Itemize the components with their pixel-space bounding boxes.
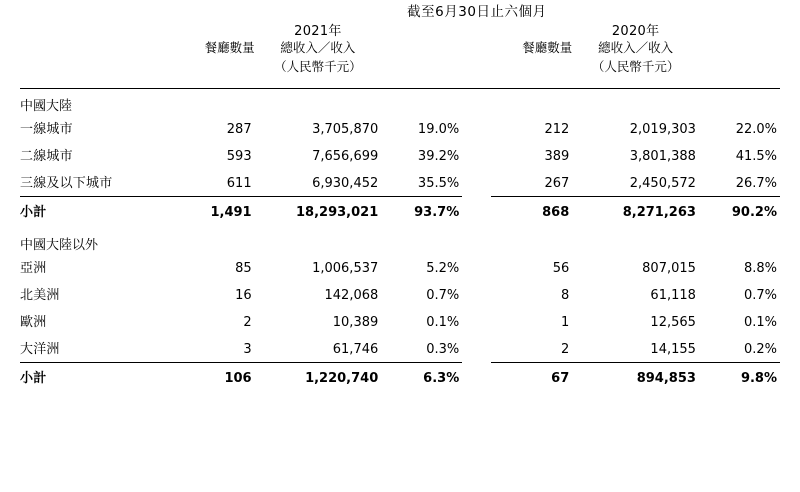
row-revenue-2020: 2,019,303 [629,121,696,137]
year-2021-header: 2021年 [294,24,342,39]
row-restaurants-2020: 56 [552,260,570,276]
table-row [20,168,780,197]
total-restaurants-2021: 1,491 [210,204,252,220]
row-percent-2020: 0.1% [743,314,777,330]
row-revenue-2020: 807,015 [642,260,696,276]
row-percent-2021: 39.2% [417,148,460,164]
year-header-row [20,20,780,39]
header-restaurants-2021: 餐廳數量 [204,40,255,55]
row-restaurants-2020: 8 [560,287,570,303]
row-revenue-2020: 3,801,388 [629,148,696,164]
total-percent-2021: 93.7% [414,204,460,220]
row-restaurants-2020: 389 [544,148,570,164]
table-row [20,114,780,141]
table-row [20,253,780,280]
row-label: 三線及以下城市 [20,168,174,197]
header-restaurants-2020: 餐廳數量 [522,40,573,55]
row-percent-2020: 0.7% [743,287,777,303]
table-row [20,334,780,363]
row-revenue-2021: 10,389 [332,314,379,330]
total-revenue-2020: 894,853 [636,370,696,386]
row-restaurants-2021: 3 [174,334,255,363]
row-restaurants-2020: 267 [491,168,572,197]
total-revenue-2021: 1,220,740 [305,370,379,386]
row-restaurants-2020: 212 [544,121,570,137]
row-percent-2021: 0.3% [381,334,462,363]
row-label: 歐洲 [20,314,47,330]
period-header-row [20,0,780,20]
row-revenue-2020: 61,118 [650,287,696,303]
row-restaurants-2021: 85 [235,260,252,276]
row-label: 大洋洲 [20,334,174,363]
header-revenue-unit-2020: （人民幣千元） [591,58,680,74]
header-revenue-2020: 總收入／收入 [598,40,674,55]
total-revenue-2020: 8,271,263 [622,204,696,220]
table-row [20,280,780,307]
row-label: 亞洲 [20,260,47,276]
header-revenue-unit-2021: （人民幣千元） [274,58,362,74]
table-row [20,307,780,334]
total-restaurants-2020: 67 [551,370,570,386]
row-label: 小計 [20,370,47,386]
total-percent-2021: 6.3% [423,370,460,386]
total-revenue-2021: 18,293,021 [296,204,379,220]
row-percent-2021: 35.5% [381,168,462,197]
row-percent-2020: 8.8% [743,260,777,276]
row-revenue-2020: 2,450,572 [572,168,699,197]
row-restaurants-2021: 287 [226,121,252,137]
row-restaurants-2020: 1 [560,314,570,330]
section-spacer [20,224,780,234]
row-label: 北美洲 [20,287,60,303]
row-restaurants-2021: 611 [174,168,255,197]
row-percent-2020: 26.7% [699,168,780,197]
column-header-row [20,39,780,58]
total-restaurants-2020: 868 [542,204,570,220]
row-revenue-2020: 12,565 [650,314,696,330]
row-percent-2021: 19.0% [417,121,460,137]
row-revenue-2021: 3,705,870 [312,121,379,137]
section-title: 中國大陸 [20,98,73,114]
row-label: 二線城市 [20,148,73,164]
table-row [20,141,780,168]
row-percent-2021: 0.7% [426,287,460,303]
row-percent-2021: 5.2% [426,260,460,276]
header-spacer [20,77,780,87]
row-revenue-2021: 1,006,537 [312,260,379,276]
total-percent-2020: 9.8% [740,370,777,386]
row-label: 一線城市 [20,121,73,137]
row-percent-2020: 41.5% [735,148,777,164]
section-heading-overseas [20,234,780,253]
section-heading-mainland [20,95,780,114]
revenue-breakdown-table [20,0,780,390]
row-percent-2021: 0.1% [426,314,460,330]
total-percent-2020: 90.2% [731,204,777,220]
total-restaurants-2021: 106 [224,370,252,386]
period-header: 截至6月30日止六個月 [407,4,547,20]
row-restaurants-2021: 593 [226,148,252,164]
column-header-unit-row [20,58,780,77]
row-revenue-2020: 14,155 [572,334,699,363]
row-percent-2020: 0.2% [699,334,780,363]
row-revenue-2021: 142,068 [324,287,379,303]
section-title: 中國大陸以外 [20,237,99,253]
row-restaurants-2021: 2 [243,314,252,330]
row-percent-2020: 22.0% [735,121,777,137]
row-restaurants-2021: 16 [235,287,252,303]
row-label: 小計 [20,204,47,220]
row-revenue-2021: 7,656,699 [312,148,379,164]
header-revenue-2021: 總收入／收入 [280,40,356,55]
row-restaurants-2020: 2 [491,334,572,363]
table-row-total [20,196,780,224]
table-row-total [20,362,780,390]
row-revenue-2021: 6,930,452 [255,168,382,197]
row-revenue-2021: 61,746 [255,334,382,363]
year-2020-header: 2020年 [611,24,660,39]
